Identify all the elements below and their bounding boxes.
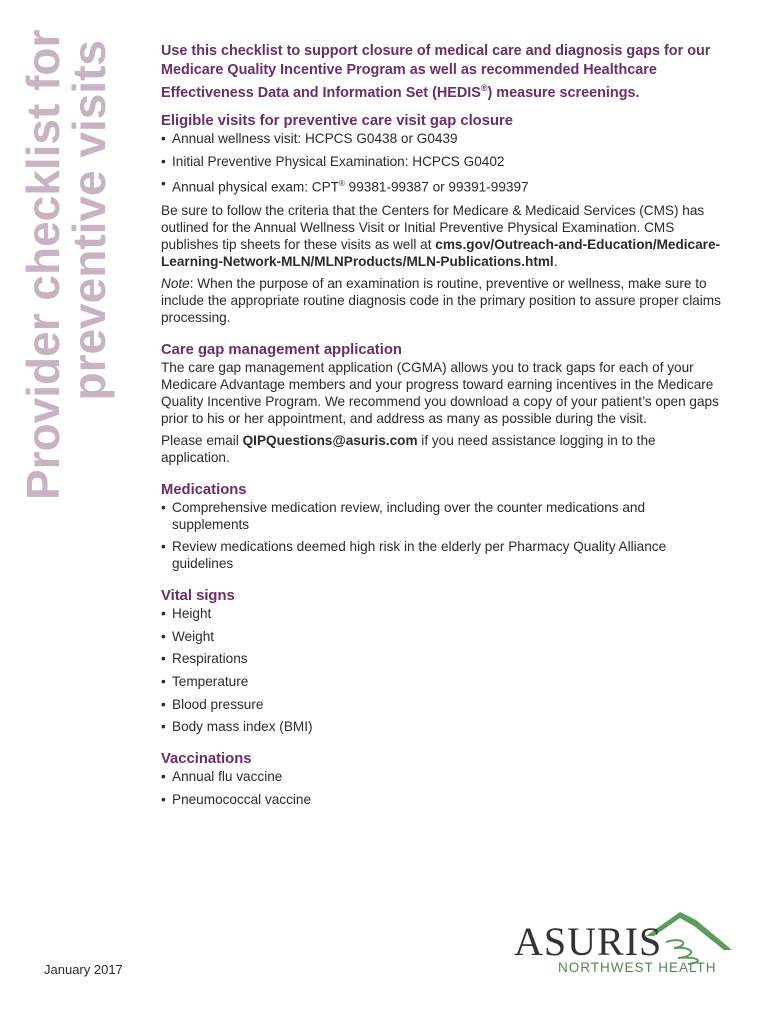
intro-text: Use this checklist to support closure of medical care and diagnosis gaps for our Medicare Quality Incentive Program as well as recommended Healthcare Effectiveness Data and Information Set (HEDIS®) measure screenings. [161, 43, 711, 101]
list-item: • Annual flu vaccine [161, 768, 721, 785]
medications-section [161, 481, 721, 573]
cgma-heading: Care gap management application [161, 341, 402, 358]
side-title-line2: preventive visits [63, 40, 115, 401]
cgma-section [161, 341, 721, 466]
cgma-text: The care gap management application (CGMA) allows you to track gaps for each of your Medicare Advantage members and your progress toward earning incentives in the Medicare Quality Incentive Program. We recommend you download a copy of your patient’s open gaps prior to his or her appointment, and address as many as possible during the visit. [161, 359, 719, 426]
list-item: • Height [161, 605, 721, 622]
vaccinations-section [161, 750, 721, 808]
cgma-email-text: Please email QIPQuestions@asuris.com if you need assistance logging in to the application. [161, 432, 656, 465]
asuris-logo [514, 906, 734, 978]
side-title [17, 29, 130, 500]
list-item: • Annual wellness visit: HCPCS G0438 or G0439 [161, 130, 721, 147]
side-title-line1: Provider checklist for [17, 29, 69, 500]
logo-subtitle: NORTHWEST HEALTH [558, 960, 717, 975]
list-item: • Respirations [161, 650, 721, 667]
list-item: • Blood pressure [161, 696, 721, 713]
cms-criteria-text: Be sure to follow the criteria that the Centers for Medicare & Medicaid Services (CMS) has outlined for the Annual Wellness Visit or Initial Preventive Physical Examination. CMS publishes tip sheets for these visits as well at cms.gov/Outreach-and-Education/Medicare-Learning-Network-MLN/MLNProducts/MLN-Publications.html. [161, 202, 721, 269]
list-item: • Weight [161, 628, 721, 645]
eligible-heading: Eligible visits for preventive care visit gap closure [161, 113, 513, 130]
list-item: • Pneumococcal vaccine [161, 791, 721, 808]
logo-wordmark: ASURIS [514, 919, 663, 964]
footer-date: January 2017 [44, 962, 123, 977]
vitals-section [161, 587, 721, 735]
list-item: • Body mass index (BMI) [161, 718, 721, 735]
main-content [161, 42, 721, 823]
vaccinations-heading: Vaccinations [161, 751, 252, 768]
list-item: • Review medications deemed high risk in the elderly per Pharmacy Quality Alliance guidelines [161, 538, 721, 572]
list-item: • Comprehensive medication review, including over the counter medications and supplements [161, 499, 721, 533]
note-text: Note: When the purpose of an examination is routine, preventive or wellness, make sure to include the appropriate routine diagnosis code in the primary position to assure proper claims processing. [161, 275, 721, 325]
list-item: • Initial Preventive Physical Examination: HCPCS G0402 [161, 153, 721, 170]
list-item: • Temperature [161, 673, 721, 690]
list-item: • Annual physical exam: CPT® 99381-99387 or 99391-99397 [161, 175, 721, 196]
eligible-section [161, 112, 721, 325]
medications-heading: Medications [161, 481, 247, 498]
email-link[interactable]: QIPQuestions@asuris.com [242, 432, 418, 448]
cms-link[interactable]: cms.gov/Outreach-and-Education/Medicare-Learning-Network-MLN/MLNProducts/MLN-Publications.html [161, 236, 721, 269]
vitals-heading: Vital signs [161, 588, 235, 605]
